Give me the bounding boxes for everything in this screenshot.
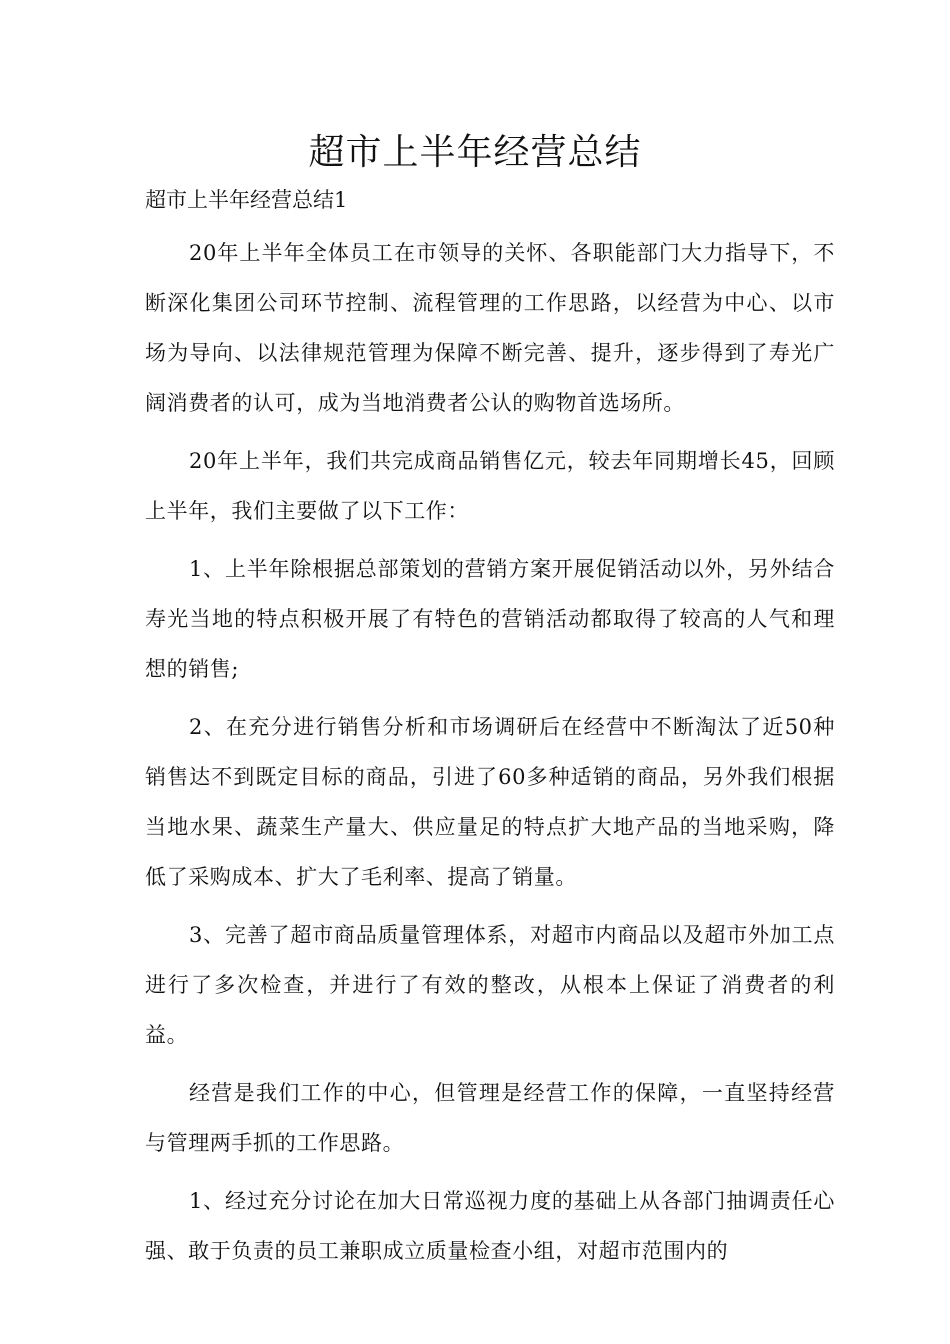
paragraph: 20年上半年全体员工在市领导的关怀、各职能部门大力指导下，不断深化集团公司环节控制、流程管理的工作思路，以经营为中心、以市场为导向、以法律规范管理为保障不断完善、提升，逐步得到了寿光广阔消费者的认可，成为当地消费者公认的购物首选场所。 [145, 241, 835, 415]
document-title: 超市上半年经营总结 [308, 132, 642, 173]
document-subtitle: 超市上半年经营总结1 [145, 188, 348, 212]
paragraph: 20年上半年，我们共完成商品销售亿元，较去年同期增长45，回顾上半年，我们主要做了以下工作： [145, 449, 835, 523]
paragraph: 1、上半年除根据总部策划的营销方案开展促销活动以外，另外结合寿光当地的特点积极开展了有特色的营销活动都取得了较高的人气和理想的销售; [145, 557, 835, 681]
paragraph: 2、在充分进行销售分析和市场调研后在经营中不断淘汰了近50种销售达不到既定目标的商品，引进了60多种适销的商品，另外我们根据当地水果、蔬菜生产量大、供应量足的特点扩大地产品的当地采购，降低了采购成本、扩大了毛利率、提高了销量。 [145, 715, 835, 889]
paragraph: 3、完善了超市商品质量管理体系，对超市内商品以及超市外加工点进行了多次检查，并进行了有效的整改，从根本上保证了消费者的利益。 [145, 923, 835, 1047]
document-body [145, 228, 835, 1284]
paragraph: 1、经过充分讨论在加大日常巡视力度的基础上从各部门抽调责任心强、敢于负责的员工兼职成立质量检查小组，对超市范围内的 [145, 1189, 835, 1263]
paragraph: 经营是我们工作的中心，但管理是经营工作的保障，一直坚持经营与管理两手抓的工作思路。 [145, 1081, 835, 1155]
